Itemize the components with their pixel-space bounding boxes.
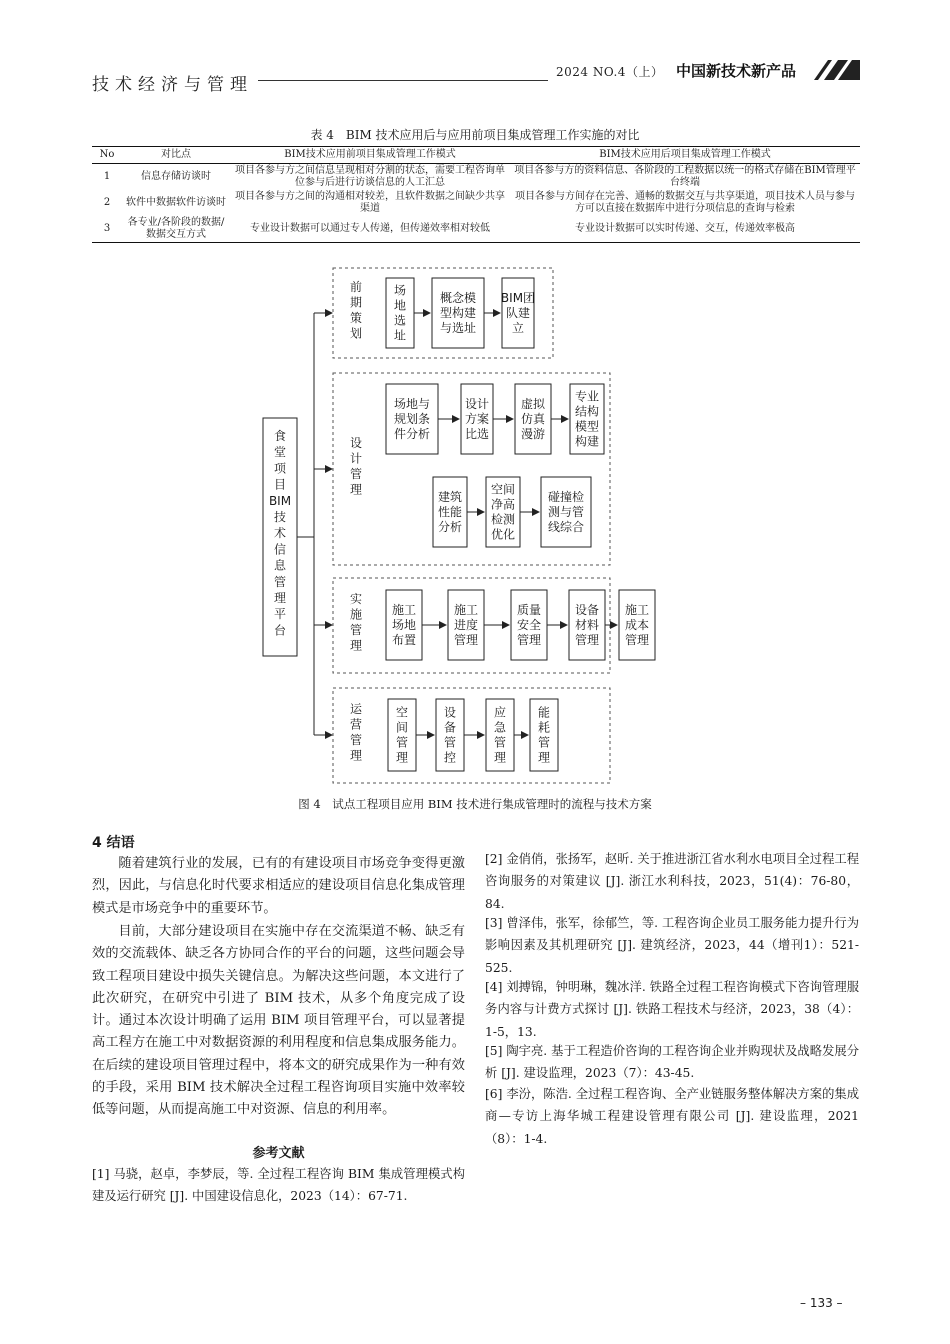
step-label: 概念模型构建与选址 (439, 291, 477, 335)
cell-after: 项目各参与方的资料信息、各阶段的工程数据以统一的格式存储在BIM管理平台终端 (514, 165, 856, 188)
reference-item: [3] 曾泽伟，张军，徐郁竺，等. 工程咨询企业员工服务能力提升行为影响因素及其机理研究 [J]. 建筑经济，2023，44（增刊1）：521-525. (485, 916, 859, 975)
step-label: 应急管理 (493, 705, 507, 765)
header-no: No (92, 147, 122, 164)
reference-item: [6] 李汾，陈浩. 全过程工程咨询、全产业链服务整体解决方案的集成商—专访上海华城工程建设管理有限公司 [J]. 建设监理，2021（8）：1-4. (485, 1087, 859, 1146)
stage-label: 设计管理 (349, 436, 363, 497)
step-label: 质量安全管理 (516, 603, 542, 647)
cell-before: 项目各参与方之间信息呈现相对分割的状态，需要工程咨询单位参与后进行访谈信息的人工汇总 (235, 165, 505, 188)
paragraph: 目前，大部分建设项目在实施中存在交流渠道不畅、缺乏有效的交流载体、缺乏各方协同合作的平台的问题，这些问题会导致工程项目建设中损失关键信息。为解决这些问题，本文进行了此次研究，在研究中引进了 BIM 技术，从多个角度完成了设计。通过本次设计明确了运用 BIM 项目管理平台，可以显著提高工程方在施工中对数据资源的利用程度和信息集成服务能力。在后续的建设项目管理过程中，将本文的研究成果作为一种有效的手段，采用 BIM 技术解决全过程工程咨询项目实施中效率较低等问题，从而提高施工中对资源、信息的利用率。 (92, 924, 465, 1118)
stage-label: 运营管理 (349, 702, 363, 763)
header-point: 对比点 (122, 147, 230, 164)
table-title: 表 4 BIM 技术应用后与应用前项目集成管理工作实施的对比 (310, 128, 640, 142)
step-label: 能耗管理 (537, 705, 551, 765)
cell-point: 信息存储访谈时 (141, 171, 211, 182)
step-label: 场地与规划条件分析 (393, 397, 431, 441)
step-label: 设备材料管理 (574, 603, 600, 647)
column-name: 技术经济与管理 (92, 75, 253, 95)
step-label: 场地选址 (393, 283, 407, 343)
stage-label: 实施管理 (349, 592, 363, 653)
cell-after: 项目各参与方间存在完善、通畅的数据交互与共享渠道，项目技术人员与参与方可以直接在数据库中进行分项信息的查询与检索 (515, 191, 855, 214)
paragraph: 随着建筑行业的发展，已有的有建设项目市场竞争变得更激烈，因此，与信息化时代要求相适应的建设项目信息化集成管理模式是市场竞争中的重要环节。 (92, 856, 465, 916)
step-label: 空间净高检测优化 (490, 482, 516, 542)
reference-item: [5] 陶宇亮. 基于工程造价咨询的工程咨询企业并购现状及战略发展分析 [J]. 建设监理，2023（7）：43-45. (485, 1044, 859, 1081)
cell-point: 软件中数据软件访谈时 (126, 197, 226, 208)
issue-label: 2024 NO.4（上） (556, 65, 664, 79)
figure-caption: 图 4 试点工程项目应用 BIM 技术进行集成管理时的流程与技术方案 (298, 797, 652, 811)
step-label: 施工成本管理 (624, 603, 650, 647)
cell-after: 专业设计数据可以实时传递、交互，传递效率极高 (510, 216, 860, 243)
step-label: 专业结构模型构建 (574, 389, 600, 449)
step-label: 施工场地布置 (391, 603, 417, 647)
step-label: 设计方案比选 (464, 397, 490, 441)
platform-label: 食堂项目 BIM 技术信息管理平台 (268, 429, 292, 638)
references-heading: 参考文献 (252, 1146, 305, 1161)
journal-title: 中国新技术新产品 (676, 62, 797, 80)
reference-item: [4] 刘搏锦，钟明琳，魏冰洋. 铁路全过程工程咨询模式下咨询管理服务内容与计费方式探讨 [J]. 铁路工程技术与经济，2023，38（4）：1-5，13. (485, 980, 859, 1039)
header-after: BIM技术应用后项目集成管理工作模式 (510, 147, 860, 164)
stage-label: 前期策划 (349, 280, 363, 341)
cell-no: 2 (103, 197, 111, 208)
cell-point: 各专业/各阶段的数据/数据交互方式 (122, 216, 230, 243)
page-number: – 133 – (800, 1296, 843, 1310)
step-label: 建筑性能分析 (437, 490, 463, 534)
step-label: 虚拟仿真漫游 (520, 397, 546, 441)
reference-item: [2] 金俏俏，张扬军，赵昕. 关于推进浙江省水利水电项目全过程工程咨询服务的对策建议 [J]. 浙江水利科技，2023，51(4)：76-80，84. (485, 852, 859, 911)
cell-no: 1 (103, 171, 111, 182)
step-label: 设备管控 (443, 705, 457, 765)
cell-before: 专业设计数据可以通过专人传递，但传递效率相对较低 (230, 216, 510, 243)
step-label: 碰撞检测与管线综合 (547, 490, 585, 534)
cell-before: 项目各参与方之间的沟通相对较差，且软件数据之间缺少共享渠道 (235, 191, 505, 214)
step-label: 施工进度管理 (453, 603, 479, 647)
header-before: BIM技术应用前项目集成管理工作模式 (230, 147, 510, 164)
reference-item: [1] 马骁，赵卓，李梦辰，等. 全过程工程咨询 BIM 集成管理模式构建及运行研究 [J]. 中国建设信息化，2023（14）：67-71. (92, 1167, 465, 1204)
step-label: BIM团队建立 (500, 291, 536, 335)
step-label: 空间管理 (395, 705, 409, 765)
cell-no: 3 (92, 216, 122, 243)
section-heading: 4 结语 (92, 835, 135, 851)
